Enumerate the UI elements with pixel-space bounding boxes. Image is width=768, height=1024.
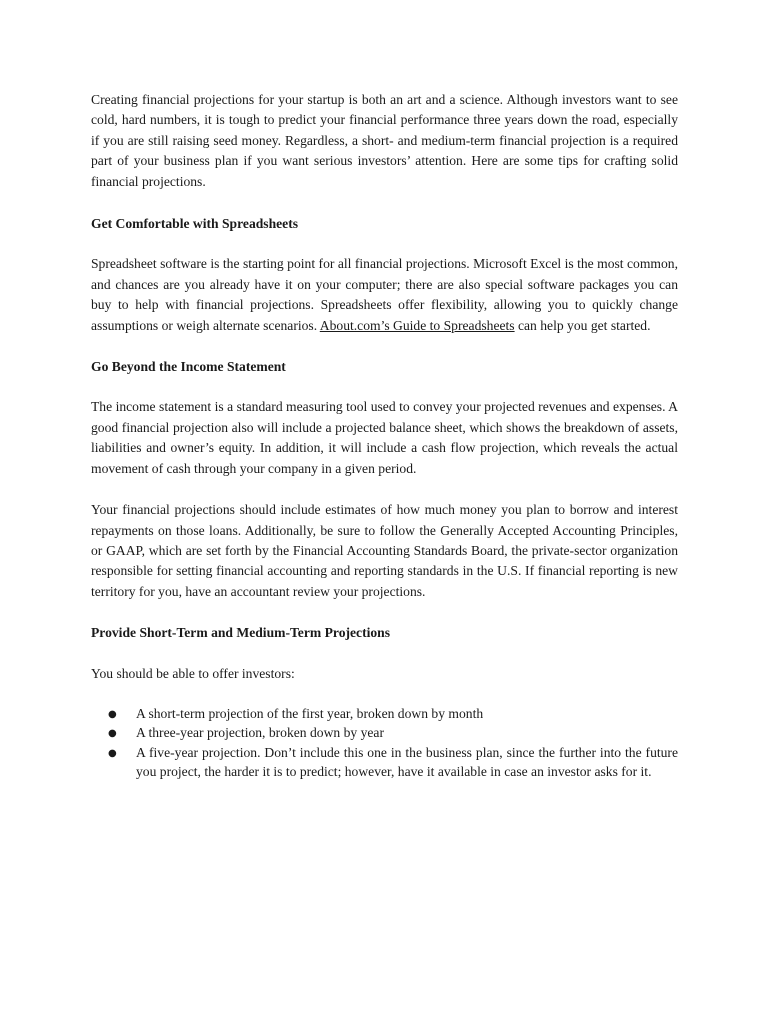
spreadsheets-text: Spreadsheet software is the starting point for all financial projections. Microsoft Excel is the most common, and chances are you already have it on your computer; there are also special software packages you can buy to help with financial projections. Spreadsheets offer flexibility, allowing you to quickly change assumptions or weigh alternate scenarios. — [91, 256, 678, 333]
list-item — [91, 724, 678, 743]
list-item-text: A five-year projection. Don’t include this one in the business plan, since the further into the future you project, the harder it is to predict; however, have it available in case an investor asks for it. — [136, 744, 678, 780]
financial-projections-paragraph: Your financial projections should include estimates of how much money you plan to borrow and interest repayments on those loans. Additionally, be sure to follow the Generally Accepted Accounting Principles, or GAAP, which are set forth by the Financial Accounting Standards Board, the private-sector organization responsible for setting financial accounting and reporting standards in the U.S. If financial reporting is new territory for you, have an accountant review your projections. — [91, 502, 678, 599]
heading-projections: Provide Short-Term and Medium-Term Projections — [91, 625, 391, 641]
list-item-text: A three-year projection, broken down by year — [136, 725, 384, 741]
heading-income-statement: Go Beyond the Income Statement — [91, 359, 286, 375]
intro-paragraph: Creating financial projections for your startup is both an art and a science. Although investors want to see cold, hard numbers, it is tough to predict your financial performance three years down the road, especially if you are still raising seed money. Regardless, a short- and medium-term financial projection is a required part of your business plan if you want serious investors’ attention. Here are some tips for crafting solid financial projections. — [91, 92, 678, 189]
bullet-icon: ● — [108, 747, 117, 759]
list-item — [91, 705, 678, 724]
list-item — [91, 744, 678, 782]
investors-lead: You should be able to offer investors: — [91, 665, 295, 681]
heading-spreadsheets: Get Comfortable with Spreadsheets — [91, 216, 299, 232]
spreadsheets-text-end: can help you get started. — [514, 317, 651, 333]
guide-to-spreadsheets-link[interactable]: About.com’s Guide to Spreadsheets — [319, 317, 515, 333]
bullet-icon: ● — [108, 708, 117, 720]
list-item-text: A short-term projection of the first year, broken down by month — [136, 705, 484, 721]
bullet-icon: ● — [108, 728, 117, 740]
projection-list — [91, 705, 678, 782]
spreadsheets-paragraph — [91, 254, 678, 336]
income-statement-paragraph: The income statement is a standard measuring tool used to convey your projected revenues and expenses. A good financial projection also will include a projected balance sheet, which shows the breakdown of assets, liabilities and owner’s equity. In addition, it will include a cash flow projection, which reveals the actual movement of cash through your company in a given period. — [91, 399, 678, 476]
